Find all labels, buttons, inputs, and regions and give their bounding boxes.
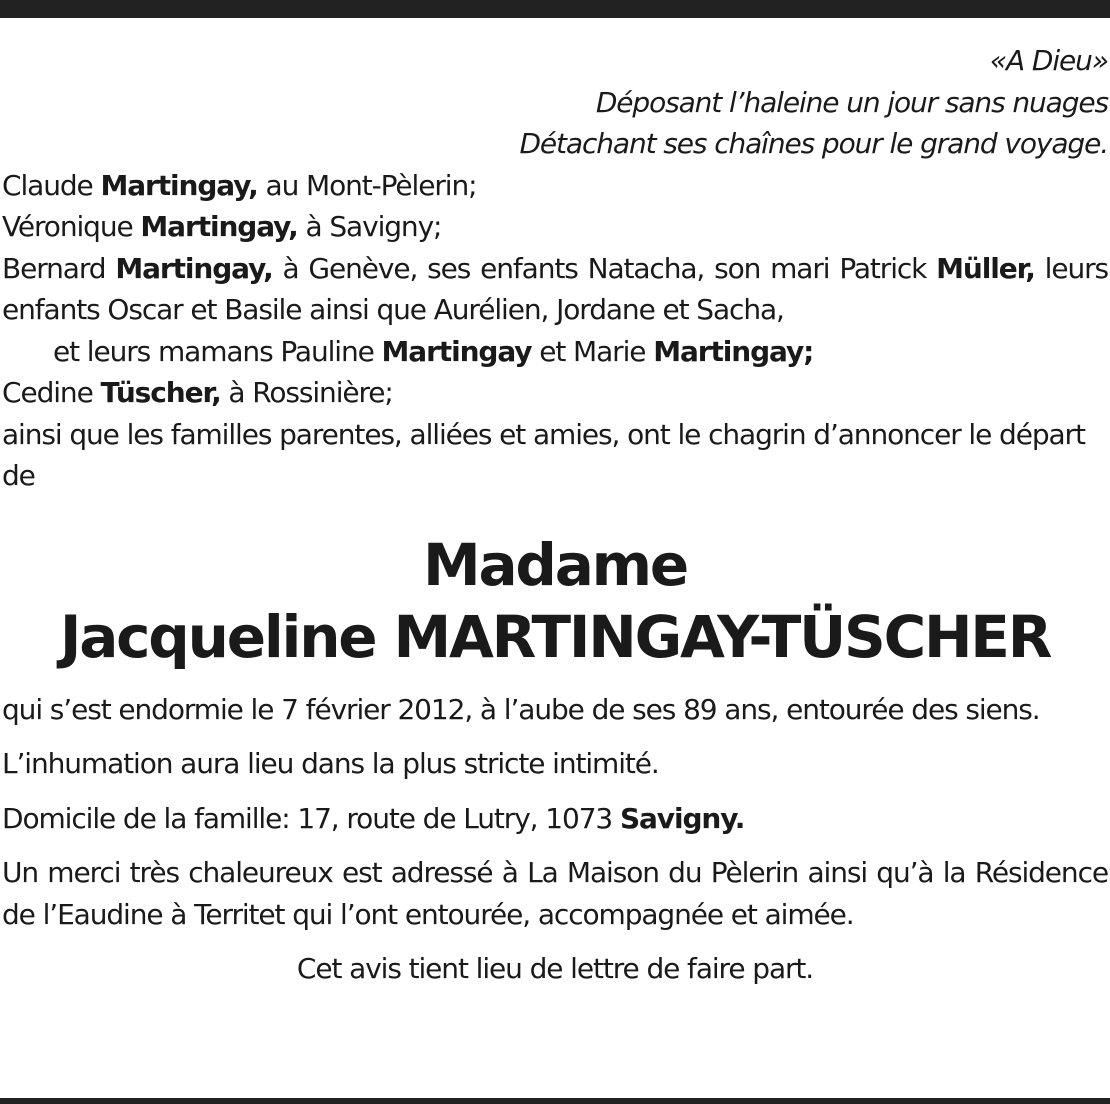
poem-line-1: «A Dieu» [989,44,1108,77]
poem-line-2: Déposant l’haleine un jour sans nuages [595,85,1108,119]
death-notice: qui s’est endormie le 7 février 2012, à l’aube de ses 89 ans, entourée des siens. [2,692,1040,726]
deceased-title: Madame [422,530,688,599]
deceased-name: Jacqueline MARTINGAY-TÜSCHER [59,602,1051,671]
bottom-border-rule [0,1098,1110,1104]
family-list [2,165,1108,497]
domicile-town: Savigny. [619,801,745,835]
family-member-claude: Claude Martingay, au Mont-Pèlerin; [2,168,477,202]
thanks-notice: Un merci très chaleureux est adressé à La Maison du Pèlerin ainsi qu’à la Résidence de l’Eaudine à Territet qui l’ont entourée, accompagnée et aimée. [2,856,1108,931]
obituary-notice [2,40,1108,990]
family-member-cedine: Cedine Tüscher, à Rossinière; [2,376,393,409]
closing-line: Cet avis tient lieu de lettre de faire part. [296,952,814,985]
poem-line-3: Détachant ses chaînes pour le grand voyage. [519,127,1108,160]
poem-epigraph [2,40,1108,165]
top-border-rule [0,0,1110,18]
surname: Martingay [381,334,532,368]
surname: Müller, [936,251,1035,285]
burial-notice: L’inhumation aura lieu dans la plus stricte intimité. [2,747,659,780]
surname: Martingay, [100,168,258,202]
surname: Martingay, [115,251,273,285]
surname: Martingay, [140,210,298,243]
surname: Martingay; [653,334,814,368]
family-member-veronique: Véronique Martingay, à Savigny; [2,210,442,243]
family-member-bernard: Bernard Martingay, à Genève, ses enfants Natacha, son mari Patrick Müller, leurs enfants Oscar et Basile ainsi que Aurélien, Jordane et Sacha, [2,251,1108,326]
details-section [2,689,1108,936]
announcement-text: ainsi que les familles parentes, alliées et amies, ont le chagrin d’annoncer le départ de [2,417,1085,492]
domicile-notice: Domicile de la famille: 17, route de Lutry, 1073 Savigny. [2,801,745,835]
surname: Tüscher, [100,376,221,409]
family-mamans: et leurs mamans Pauline Martingay et Marie Martingay; [53,334,814,368]
deceased-heading [2,529,1108,673]
